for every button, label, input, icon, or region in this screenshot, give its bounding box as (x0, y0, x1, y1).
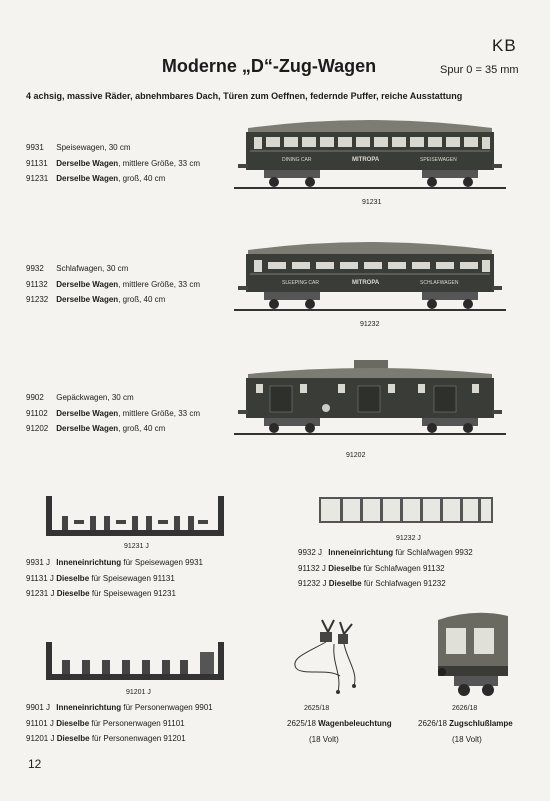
item-list-baggage (26, 390, 200, 437)
list-item: 9931 Speisewagen, 30 cm (26, 143, 131, 152)
accessory-note: (18 Volt) (452, 734, 482, 744)
list-item: 91201 J Dieselbe für Personenwagen 91201 (26, 734, 186, 743)
baggage-car-image (234, 356, 506, 440)
list-item: 9932 Schlafwagen, 30 cm (26, 264, 129, 273)
accessory-tail-lamp (418, 716, 513, 747)
image-caption: 2626/18 (452, 705, 478, 712)
car-label: SCHLAFWAGEN (420, 280, 459, 286)
accessory-note: (18 Volt) (309, 734, 339, 744)
list-item: 2626/18 Zugschlußlampe (418, 719, 513, 728)
image-caption: 2625/18 (304, 705, 330, 712)
page-number: 12 (28, 757, 42, 771)
list-item: 91231 J Dieselbe für Speisewagen 91231 (26, 589, 176, 598)
list-item: 91202 Derselbe Wagen, groß, 40 cm (26, 424, 166, 433)
interior-list-passenger (26, 700, 213, 747)
list-item: 9902 Gepäckwagen, 30 cm (26, 393, 134, 402)
car-label: DINING CAR (282, 157, 312, 163)
image-caption: 91232 (360, 321, 380, 328)
interior-list-sleeping (298, 545, 473, 592)
list-item: 9901 J Inneneinrichtung für Personenwagen 9901 (26, 703, 213, 712)
accessory-wagon-lighting (287, 716, 392, 747)
page-title: Moderne „D“-Zug-Wagen (161, 56, 377, 76)
list-item: 91231 Derselbe Wagen, groß, 40 cm (26, 174, 166, 183)
list-item: 91131 Derselbe Wagen, mittlere Größe, 33 cm (26, 158, 200, 168)
image-caption: 91231 (362, 199, 382, 206)
wagon-lighting-image (288, 612, 374, 698)
page-subtitle: 4 achsig, massive Räder, abnehmbares Dach, Türen zum Oeffnen, federnde Puffer, reiche Ausstattung (26, 91, 463, 101)
car-label: SLEEPING CAR (282, 280, 319, 286)
list-item: 91232 J Dieselbe für Schlafwagen 91232 (298, 579, 446, 588)
list-item: 91102 Derselbe Wagen, mittlere Größe, 33 cm (26, 408, 200, 418)
car-label: MITROPA (352, 157, 380, 163)
dining-interior-image (44, 494, 226, 540)
list-item: 9932 J Inneneinrichtung für Schlafwagen 9932 (298, 548, 473, 557)
list-item: 91131 J Dieselbe für Speisewagen 91131 (26, 573, 175, 583)
list-item: 91132 Derselbe Wagen, mittlere Größe, 33 cm (26, 279, 200, 289)
passenger-interior-image (44, 640, 226, 684)
car-label: SPEISEWAGEN (420, 157, 457, 163)
image-caption: 91232 J (396, 535, 421, 542)
image-caption: 91231 J (124, 543, 149, 550)
dining-car-image (234, 114, 506, 194)
list-item: 91101 J Dieselbe für Personenwagen 91101 (26, 718, 185, 728)
list-item: 91232 Derselbe Wagen, groß, 40 cm (26, 295, 166, 304)
interior-list-dining (26, 555, 203, 602)
sleeping-car-image (234, 236, 506, 316)
list-item: 2625/18 Wagenbeleuchtung (287, 719, 392, 728)
list-item: 91132 J Dieselbe für Schlafwagen 91132 (298, 563, 445, 573)
tail-lamp-image (434, 606, 508, 702)
item-list-sleeping (26, 261, 200, 308)
item-list-dining (26, 140, 200, 187)
gauge-label: Spur 0 = 35 mm (440, 64, 519, 76)
image-caption: 91202 (346, 452, 366, 459)
sleeping-interior-image (318, 494, 494, 526)
image-caption: 91201 J (126, 689, 151, 696)
car-label: MITROPA (352, 280, 380, 286)
list-item: 9931 J Inneneinrichtung für Speisewagen 9931 (26, 558, 203, 567)
section-code: KB (492, 36, 517, 55)
